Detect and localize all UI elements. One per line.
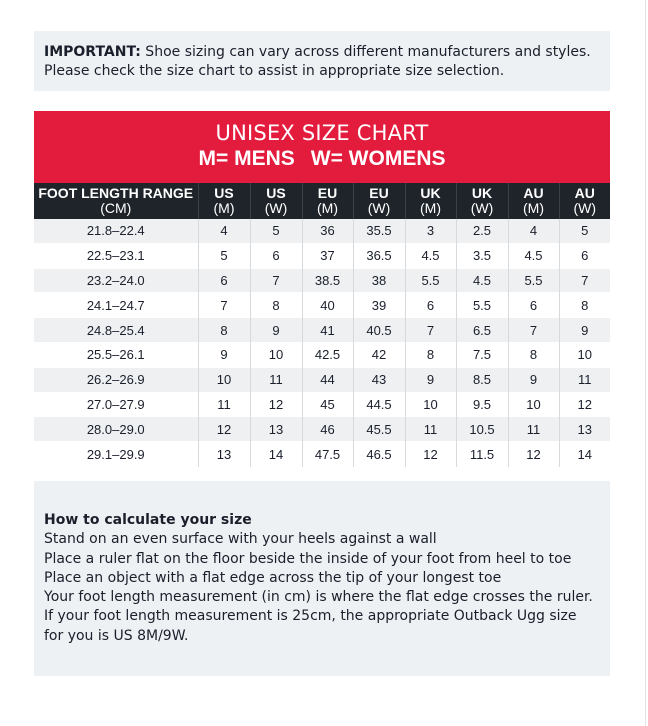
size-cell: 10 <box>198 367 250 392</box>
size-cell: 44.5 <box>353 392 405 417</box>
size-cell: 4 <box>198 219 250 243</box>
size-cell: 45.5 <box>353 417 405 442</box>
notice-label: IMPORTANT: <box>44 44 141 60</box>
column-header-unit: (W) <box>573 200 597 216</box>
table-row <box>34 392 610 417</box>
size-chart <box>34 111 610 462</box>
size-cell: 43 <box>353 367 405 392</box>
size-cell: 40.5 <box>353 318 405 343</box>
size-cell: 6.5 <box>456 318 508 343</box>
size-cell: 11 <box>250 367 302 392</box>
size-cell: 38 <box>353 268 405 293</box>
size-cell: 8 <box>405 342 456 367</box>
table-row <box>34 243 610 268</box>
size-cell: 40 <box>302 293 353 318</box>
size-cell: 12 <box>250 392 302 417</box>
size-cell: 6 <box>198 268 250 293</box>
how-to-instructions <box>44 530 600 646</box>
column-header <box>353 183 405 219</box>
table-row <box>34 367 610 392</box>
size-cell: 13 <box>198 442 250 467</box>
size-cell: 41 <box>302 318 353 343</box>
size-cell: 38.5 <box>302 268 353 293</box>
size-cell: 9 <box>198 342 250 367</box>
column-header <box>405 183 456 219</box>
table-header-row <box>34 183 610 219</box>
column-header-unit: (M) <box>523 200 544 216</box>
size-cell: 5.5 <box>456 293 508 318</box>
size-cell: 46.5 <box>353 442 405 467</box>
size-cell: 12 <box>405 442 456 467</box>
instruction-line: Place a ruler flat on the floor beside the inside of your foot from heel to toe <box>44 550 572 567</box>
column-header <box>34 183 198 219</box>
size-table <box>34 183 610 467</box>
table-row <box>34 219 610 243</box>
column-header-unit: (W) <box>264 200 288 216</box>
size-cell: 11 <box>198 392 250 417</box>
size-cell: 5.5 <box>405 268 456 293</box>
foot-length-cell: 25.5–26.1 <box>86 347 145 363</box>
size-cell: 6 <box>559 243 610 268</box>
size-cell: 9 <box>508 367 559 392</box>
instruction-line: If your foot length measurement is 25cm, the appropriate Outback Ugg size for you is US 8M/9W. <box>44 608 577 644</box>
size-cell: 10 <box>508 392 559 417</box>
size-cell: 36.5 <box>353 243 405 268</box>
foot-length-cell: 21.8–22.4 <box>86 223 145 239</box>
notice-text: Shoe sizing can vary across different manufacturers and styles. Please check the size chart to assist in appropriate size selection. <box>44 44 591 79</box>
important-notice <box>34 31 610 91</box>
size-cell: 14 <box>559 442 610 467</box>
size-cell: 11 <box>508 417 559 442</box>
size-cell: 7.5 <box>456 342 508 367</box>
size-cell: 45 <box>302 392 353 417</box>
foot-length-cell: 28.0–29.0 <box>86 421 145 437</box>
size-cell: 7 <box>250 268 302 293</box>
chart-subtitle <box>34 145 610 173</box>
column-header-main: AU <box>523 185 544 201</box>
size-cell: 10.5 <box>456 417 508 442</box>
column-header-unit: (M) <box>317 200 338 216</box>
size-cell: 42 <box>353 342 405 367</box>
foot-length-cell: 29.1–29.9 <box>86 446 145 462</box>
size-cell: 39 <box>353 293 405 318</box>
size-cell: 47.5 <box>302 442 353 467</box>
size-cell: 4.5 <box>405 243 456 268</box>
column-header-main: US <box>214 185 234 201</box>
size-cell: 9 <box>559 318 610 343</box>
size-cell: 7 <box>508 318 559 343</box>
how-to-title: How to calculate your size <box>44 512 252 528</box>
size-cell: 10 <box>250 342 302 367</box>
size-cell: 12 <box>559 392 610 417</box>
column-header-main: EU <box>317 185 338 201</box>
size-cell: 5 <box>559 219 610 243</box>
chart-title: UNISEX SIZE CHART <box>215 121 429 145</box>
column-header-unit: (M) <box>213 200 235 216</box>
table-row <box>34 417 610 442</box>
instruction-line: Your foot length measurement (in cm) is where the flat edge crosses the ruler. <box>44 589 593 606</box>
table-row <box>34 293 610 318</box>
column-header <box>559 183 610 219</box>
column-header <box>302 183 353 219</box>
size-cell: 46 <box>302 417 353 442</box>
size-cell: 9 <box>250 318 302 343</box>
size-cell: 12 <box>508 442 559 467</box>
size-cell: 4 <box>508 219 559 243</box>
size-cell: 35.5 <box>353 219 405 243</box>
size-cell: 2.5 <box>456 219 508 243</box>
size-cell: 4.5 <box>508 243 559 268</box>
size-cell: 6 <box>405 293 456 318</box>
column-header-main: UK <box>471 185 493 201</box>
size-cell: 8 <box>198 318 250 343</box>
table-row <box>34 318 610 343</box>
size-cell: 5.5 <box>508 268 559 293</box>
column-header-main: US <box>266 185 286 201</box>
size-cell: 8.5 <box>456 367 508 392</box>
foot-length-cell: 22.5–23.1 <box>86 248 145 264</box>
column-header-main: UK <box>420 185 441 201</box>
column-header-main: FOOT LENGTH RANGE <box>38 185 194 201</box>
size-cell: 7 <box>198 293 250 318</box>
size-cell: 37 <box>302 243 353 268</box>
size-cell: 13 <box>250 417 302 442</box>
column-header <box>508 183 559 219</box>
foot-length-cell: 27.0–27.9 <box>86 396 145 412</box>
size-cell: 36 <box>302 219 353 243</box>
legend-mens: M= MENS <box>198 147 295 170</box>
size-cell: 9.5 <box>456 392 508 417</box>
size-cell: 5 <box>250 219 302 243</box>
column-header-unit: (W) <box>470 200 494 216</box>
size-cell: 11.5 <box>456 442 508 467</box>
column-header <box>198 183 250 219</box>
table-row <box>34 442 610 467</box>
how-to-panel <box>34 481 610 676</box>
legend-womens: W= WOMENS <box>310 147 446 170</box>
size-cell: 7 <box>405 318 456 343</box>
size-cell: 5 <box>198 243 250 268</box>
size-cell: 8 <box>508 342 559 367</box>
size-cell: 11 <box>405 417 456 442</box>
size-cell: 8 <box>559 293 610 318</box>
column-header <box>456 183 508 219</box>
size-cell: 13 <box>559 417 610 442</box>
instruction-line: Place an object with a flat edge across the tip of your longest toe <box>44 569 502 586</box>
page-edge-divider <box>645 0 646 726</box>
instruction-line: Stand on an even surface with your heels against a wall <box>44 531 437 548</box>
column-header-main: EU <box>369 185 389 201</box>
column-header-unit: (CM) <box>100 200 132 216</box>
size-cell: 10 <box>559 342 610 367</box>
table-row <box>34 268 610 293</box>
size-cell: 9 <box>405 367 456 392</box>
size-cell: 10 <box>405 392 456 417</box>
foot-length-cell: 24.8–25.4 <box>86 322 145 338</box>
foot-length-cell: 24.1–24.7 <box>86 297 145 313</box>
size-cell: 3 <box>405 219 456 243</box>
foot-length-cell: 23.2–24.0 <box>86 272 145 288</box>
size-cell: 44 <box>302 367 353 392</box>
size-cell: 42.5 <box>302 342 353 367</box>
table-row <box>34 342 610 367</box>
size-cell: 6 <box>250 243 302 268</box>
column-header-main: AU <box>574 185 595 201</box>
column-header-unit: (W) <box>367 200 391 216</box>
size-cell: 8 <box>250 293 302 318</box>
size-cell: 11 <box>559 367 610 392</box>
size-cell: 7 <box>559 268 610 293</box>
foot-length-cell: 26.2–26.9 <box>86 372 145 388</box>
size-cell: 12 <box>198 417 250 442</box>
size-cell: 6 <box>508 293 559 318</box>
size-cell: 4.5 <box>456 268 508 293</box>
table-body <box>34 219 610 466</box>
chart-header <box>34 111 610 183</box>
size-cell: 3.5 <box>456 243 508 268</box>
size-cell: 14 <box>250 442 302 467</box>
column-header <box>250 183 302 219</box>
column-header-unit: (M) <box>420 200 441 216</box>
